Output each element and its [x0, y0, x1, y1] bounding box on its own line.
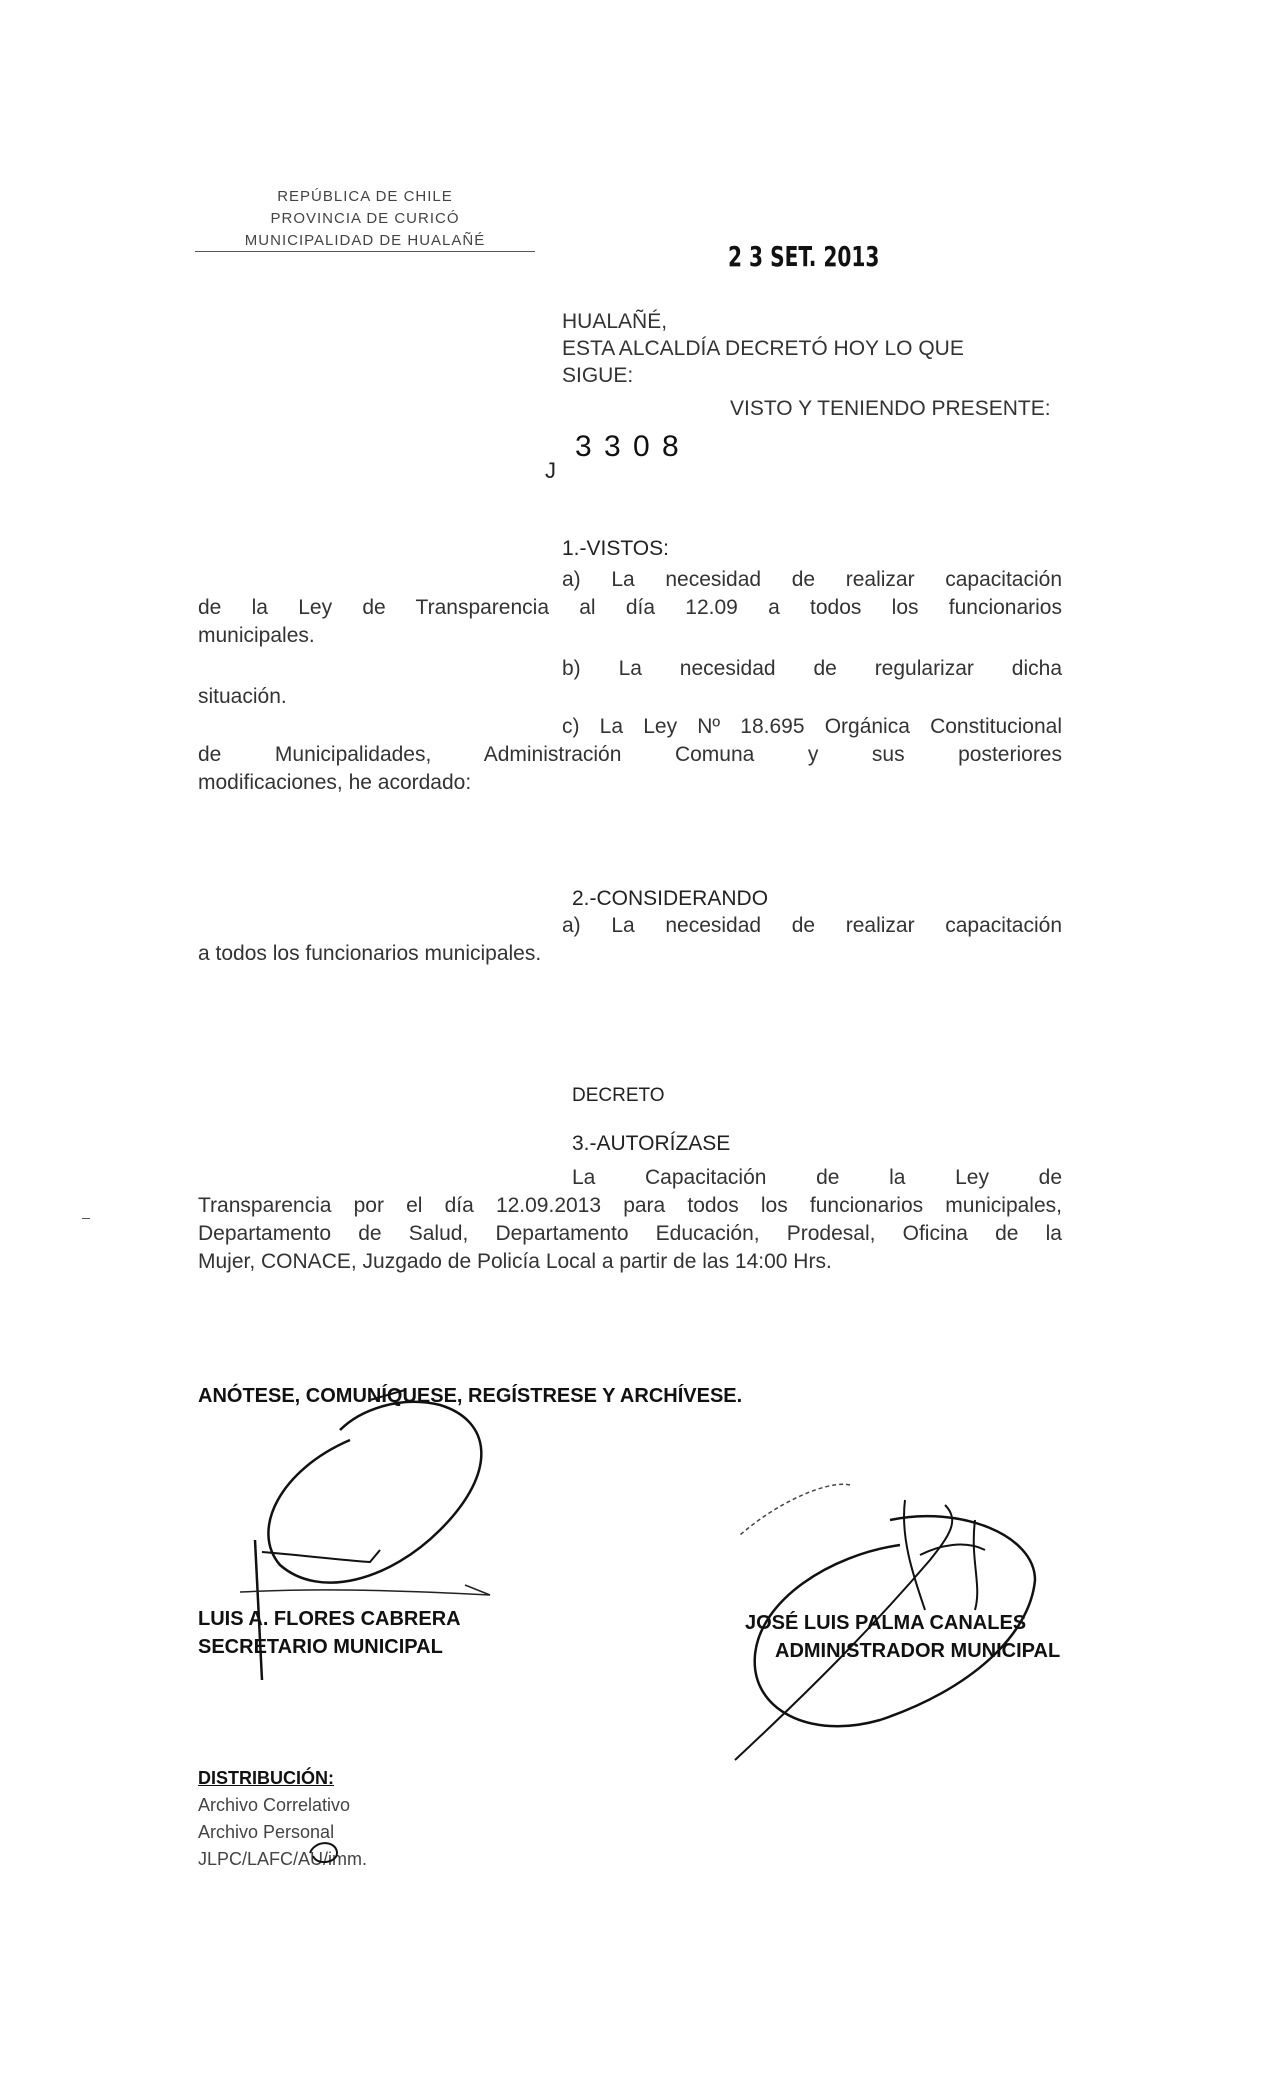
- right-signatory-title: ADMINISTRADOR MUNICIPAL: [775, 1640, 1061, 1662]
- vistos-c-line1: c) La Ley Nº 18.695 Orgánica Constitucional: [562, 715, 1062, 738]
- vistos-c-line3: modificaciones, he acordado:: [198, 771, 472, 794]
- decreto-line3: Departamento de Salud, Departamento Educación, Prodesal, Oficina de la: [198, 1222, 1062, 1245]
- right-signature-icon: [720, 1460, 1080, 1760]
- vistos-a-line1: a) La necesidad de realizar capacitación: [562, 568, 1062, 591]
- date-stamp: 2 3 SET. 2013: [728, 240, 880, 273]
- header-municipality: MUNICIPALIDAD DE HUALAÑÉ: [195, 232, 535, 252]
- left-signatory-title: SECRETARIO MUNICIPAL: [198, 1636, 443, 1658]
- vistos-c-line2: de Municipalidades, Administración Comuna y sus posteriores: [198, 743, 1062, 766]
- left-signatory-name: LUIS A. FLORES CABRERA: [198, 1608, 461, 1630]
- vistos-b-line1: b) La necesidad de regularizar dicha: [562, 657, 1062, 680]
- vistos-b-line2: situación.: [198, 685, 287, 708]
- preamble-follows: SIGUE:: [562, 364, 634, 387]
- considerando-a-line2: a todos los funcionarios municipales.: [198, 942, 542, 965]
- preamble-visto: VISTO Y TENIENDO PRESENTE:: [730, 397, 1051, 420]
- header-republic: REPÚBLICA DE CHILE: [277, 188, 453, 205]
- closing-statement: ANÓTESE, COMUNÍQUESE, REGÍSTRESE Y ARCHÍVESE.: [198, 1385, 743, 1407]
- vistos-a-line2: de la Ley de Transparencia al día 12.09 a todos los funcionarios: [198, 596, 1062, 619]
- distribution-heading: DISTRIBUCIÓN:: [198, 1768, 334, 1788]
- preamble-decree: ESTA ALCALDÍA DECRETÓ HOY LO QUE: [562, 337, 964, 360]
- decreto-line2: Transparencia por el día 12.09.2013 para todos los funcionarios municipales,: [198, 1194, 1062, 1217]
- decree-number: 3 3 0 8: [575, 430, 681, 463]
- vistos-a-line3: municipales.: [198, 624, 315, 647]
- considerando-heading: 2.-CONSIDERANDO: [572, 887, 769, 910]
- distribution-item-1: Archivo Correlativo: [198, 1795, 351, 1815]
- decreto-line1: La Capacitación de la Ley de: [572, 1166, 1062, 1189]
- right-signatory-name: JOSÉ LUIS PALMA CANALES: [745, 1612, 1027, 1634]
- decreto-line4: Mujer, CONACE, Juzgado de Policía Local a partir de las 14:00 Hrs.: [198, 1250, 832, 1273]
- considerando-a-line1: a) La necesidad de realizar capacitación: [562, 914, 1062, 937]
- decreto-heading: DECRETO: [572, 1085, 665, 1106]
- header-province: PROVINCIA DE CURICÓ: [270, 210, 460, 227]
- left-signature-icon: [240, 1380, 540, 1680]
- initials-icon: [305, 1838, 345, 1868]
- vistos-heading: 1.-VISTOS:: [562, 537, 669, 560]
- preamble-place: HUALAÑÉ,: [562, 310, 668, 333]
- distribution-item-2: Archivo Personal: [198, 1822, 335, 1842]
- decreto-subheading: 3.-AUTORÍZASE: [572, 1132, 731, 1155]
- margin-mark: [82, 1218, 90, 1219]
- distribution-item-3: JLPC/LAFC/AU/imm.: [198, 1849, 368, 1869]
- decree-prefix: J: [545, 458, 556, 483]
